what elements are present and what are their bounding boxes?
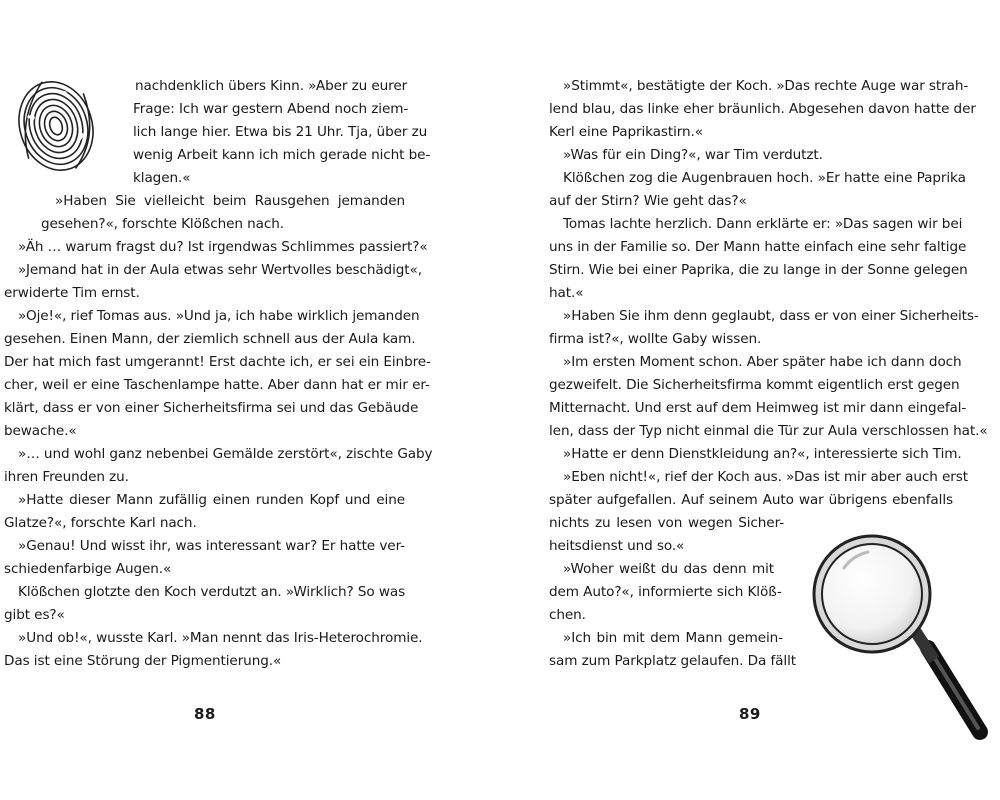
text-line: »Äh … warum fragst du? Ist irgendwas Schlimmes passiert?«: [18, 239, 428, 255]
text-line: lich lange hier. Etwa bis 21 Uhr. Tja, über zu: [133, 124, 428, 140]
text-line: nichts zu lesen von wegen Sicher-: [549, 515, 784, 531]
text-line: uns in der Familie so. Der Mann hatte einfach eine sehr faltige: [549, 239, 967, 255]
text-line: Kerl eine Paprikastirn.«: [549, 124, 703, 140]
text-line: »Genau! Und wisst ihr, was interessant war? Er hatte ver-: [18, 538, 405, 554]
text-line: »Oje!«, rief Tomas aus. »Und ja, ich habe wirklich jemanden: [18, 308, 420, 324]
text-line: Mitternacht. Und erst auf dem Heimweg ist mir dann eingefal-: [549, 400, 967, 416]
text-line: »Stimmt«, bestätigte der Koch. »Das rechte Auge war strah-: [563, 78, 969, 94]
text-line: bewache.«: [4, 423, 77, 439]
text-line: klagen.«: [133, 170, 191, 186]
text-line: Stirn. Wie bei einer Paprika, die zu lange in der Sonne gelegen: [549, 262, 968, 278]
text-line: len, dass der Typ nicht einmal die Tür zur Aula verschlossen hat.«: [549, 423, 988, 439]
text-line: schiedenfarbige Augen.«: [4, 561, 172, 577]
text-line: klärt, dass er von einer Sicherheitsfirma sei und das Gebäude: [4, 400, 419, 416]
text-line: erwiderte Tim ernst.: [4, 285, 140, 301]
text-line: ihren Freunden zu.: [4, 469, 129, 485]
text-line: gesehen. Einen Mann, der ziemlich schnell aus der Aula kam.: [4, 331, 416, 347]
text-line: Der hat mich fast umgerannt! Erst dachte ich, er sei ein Einbre-: [4, 354, 431, 370]
text-line: heitsdienst und so.«: [549, 538, 685, 554]
text-line: »Und ob!«, wusste Karl. »Man nennt das Iris-Heterochromie.: [18, 630, 423, 646]
text-line: hat.«: [549, 285, 584, 301]
text-line: Klößchen zog die Augenbrauen hoch. »Er hatte eine Paprika: [563, 170, 966, 186]
text-line: »Hatte dieser Mann zufällig einen runden Kopf und eine: [18, 492, 405, 508]
page-number-left: 88: [194, 705, 216, 723]
text-line: später aufgefallen. Auf seinem Auto war übrigens ebenfalls: [549, 492, 953, 508]
text-line: Glatze?«, forschte Karl nach.: [4, 515, 197, 531]
text-line: nachdenklich übers Kinn. »Aber zu eurer: [135, 78, 408, 94]
text-line: »Jemand hat in der Aula etwas sehr Wertvolles beschädigt«,: [18, 262, 422, 278]
text-line: »Was für ein Ding?«, war Tim verdutzt.: [563, 147, 823, 163]
text-line: »Im ersten Moment schon. Aber später habe ich dann doch: [563, 354, 962, 370]
text-line: Klößchen glotzte den Koch verdutzt an. »Wirklich? So was: [18, 584, 406, 600]
text-line: »… und wohl ganz nebenbei Gemälde zerstört«, zischte Gaby: [18, 446, 433, 462]
text-line: firma ist?«, wollte Gaby wissen.: [549, 331, 762, 347]
text-line: auf der Stirn? Wie geht das?«: [549, 193, 747, 209]
text-line: sam zum Parkplatz gelaufen. Da fällt: [549, 653, 796, 669]
text-line: gesehen?«, forschte Klößchen nach.: [41, 216, 285, 232]
text-line: »Woher weißt du das denn mit: [563, 561, 774, 577]
text-line: Das ist eine Störung der Pigmentierung.«: [4, 653, 282, 669]
fingerprint-icon: [2, 68, 110, 184]
text-line: »Haben Sie vielleicht beim Rausgehen jemanden: [55, 193, 405, 209]
text-line: chen.: [549, 607, 586, 623]
text-line: cher, weil er eine Taschenlampe hatte. Aber dann hat er mir er-: [4, 377, 430, 393]
page-number-right: 89: [739, 705, 761, 723]
text-line: gibt es?«: [4, 607, 65, 623]
text-line: wenig Arbeit kann ich mich gerade nicht be-: [133, 147, 431, 163]
text-line: »Haben Sie ihm denn geglaubt, dass er von einer Sicherheits-: [563, 308, 979, 324]
text-line: gezweifelt. Die Sicherheitsfirma kommt eigentlich erst gegen: [549, 377, 960, 393]
text-line: »Hatte er denn Dienstkleidung an?«, interessierte sich Tim.: [563, 446, 962, 462]
text-line: Tomas lachte herzlich. Dann erklärte er: »Das sagen wir bei: [563, 216, 963, 232]
text-line: »Eben nicht!«, rief der Koch aus. »Das ist mir aber auch erst: [563, 469, 968, 485]
text-line: dem Auto?«, informierte sich Klöß-: [549, 584, 782, 600]
text-line: Frage: Ich war gestern Abend noch ziem-: [133, 101, 409, 117]
text-line: »Ich bin mit dem Mann gemein-: [563, 630, 783, 646]
magnifying-glass-icon: [808, 528, 996, 748]
text-line: lend blau, das linke eher bräunlich. Abgesehen davon hatte der: [549, 101, 976, 117]
